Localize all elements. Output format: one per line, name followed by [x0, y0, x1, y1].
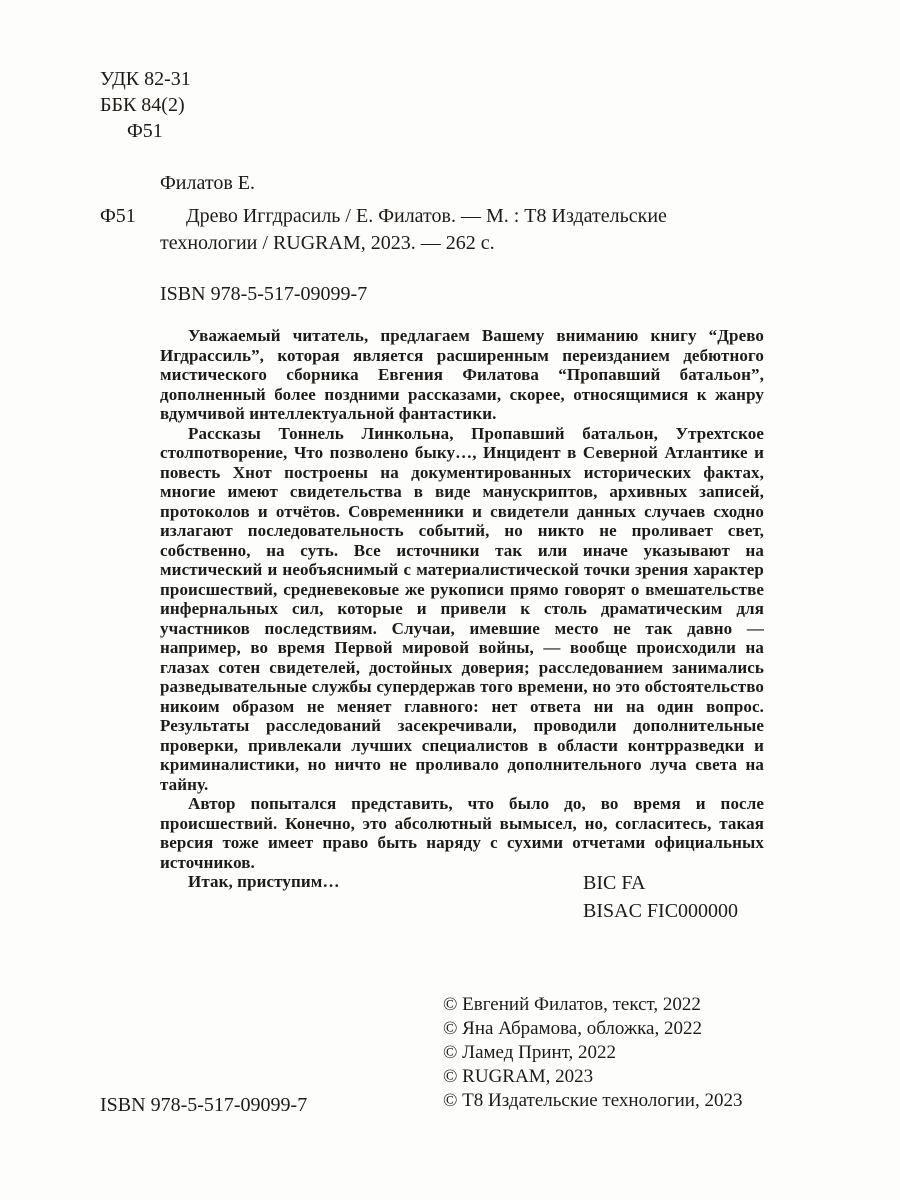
copyright-line: © RUGRAM, 2023 — [443, 1066, 594, 1087]
annotation-paragraph: Уважаемый читатель, предлагаем Вашему вниманию книгу “Древо Игдрассиль”, которая является расширенным переизданием дебютного мистического сборника Евгения Филатова “Пропавший батальон”, дополненный более поздними рассказами, скорее, относящимися к жанру вдумчивой интеллектуальной фантастики. — [160, 326, 764, 423]
annotation-paragraph: Итак, приступим… — [188, 872, 340, 891]
bic-code: BIC FA — [583, 872, 646, 894]
annotation-block — [160, 326, 764, 892]
copyright-line: © Т8 Издательские технологии, 2023 — [443, 1090, 743, 1111]
author-header: Филатов Е. — [160, 172, 255, 194]
bibliographic-author-sign: Ф51 — [100, 205, 136, 227]
isbn-top: ISBN 978-5-517-09099-7 — [160, 283, 368, 305]
copyright-line: © Евгений Филатов, текст, 2022 — [443, 994, 701, 1015]
copyright-block — [443, 993, 742, 1113]
bic-bisac-block — [583, 869, 738, 925]
classification-codes — [100, 66, 191, 144]
udc-code: УДК 82-31 — [100, 68, 191, 90]
author-sign-code: Ф51 — [127, 120, 163, 142]
bibliographic-entry — [100, 203, 764, 257]
annotation-paragraph: Рассказы Тоннель Линкольна, Пропавший батальон, Утрехтское столпотворение, Что позволено быку…, Инцидент в Северной Атлантике и повесть Хнот построены на документированных исторических фактах, многие имеют свидетельства в виде манускриптов, архивных записей, протоколов и отчётов. Современники и свидетели данных случаев сходно излагают последовательность событий, но никто не проливает свет, собственно, на суть. Все источники так или иначе указывают на мистический и необъяснимый с материалистической точки зрения характер происшествий, средневековые же рукописи прямо говорят о вмешательстве инфернальных сил, которые и привели к столь драматическим для участников последствиям. Случаи, имевшие место не так давно — например, во время Первой мировой войны, — вообще происходили на глазах сотен свидетелей, достойных доверия; расследованием занимались разведывательные службы супердержав того времени, но это обстоятельство никоим образом не меняет главного: нет ответа ни на один вопрос. Результаты расследований засекречивали, проводили дополнительные проверки, привлекали лучших специалистов в области контрразведки и криминалистики, но ничто не проливало дополнительного луча света на тайну. — [160, 423, 764, 794]
bisac-code: BISAC FIC000000 — [583, 900, 739, 922]
bibliographic-text: Древо Иггдрасиль / Е. Филатов. — М. : Т8 Издательские технологии / RUGRAM, 2023. — 262 с. — [160, 205, 667, 254]
bbk-code: ББК 84(2) — [100, 94, 185, 116]
copyright-line: © Ламед Принт, 2022 — [443, 1042, 617, 1063]
annotation-paragraph: Автор попытался представить, что было до, во время и после происшествий. Конечно, это абсолютный вымысел, но, согласитесь, такая версия тоже имеет право быть наряду с сухими отчетами официальных источников. — [160, 794, 764, 872]
isbn-bottom: ISBN 978-5-517-09099-7 — [100, 1094, 308, 1116]
copyright-line: © Яна Абрамова, обложка, 2022 — [443, 1018, 702, 1039]
